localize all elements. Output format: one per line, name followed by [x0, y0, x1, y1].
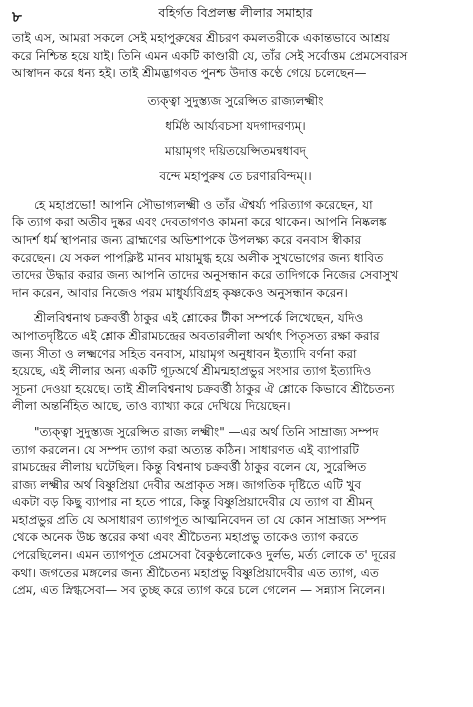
text-line: একটা বড় কিছু ব্যাপার না হতে পারে, কিন্তু বিষ্ণুপ্রিয়াদেবীর যে ত্যাগ বা শ্রীমন্: [12, 495, 373, 510]
text-line: ত্যাগ করলেন। যে সম্পদ ত্যাগ করা অত্যন্ত কঠিন। সাধারণত এই ব্যাপারটি: [12, 442, 359, 457]
page-header: [12, 0, 459, 30]
text-line: কি ত্যাগ করা অতীব দুষ্কর এবং দেবতাগণও কামনা করে থাকেন। আপনি নিষ্কলঙ্ক: [12, 215, 387, 230]
running-title: বহির্গত বিপ্রলম্ভ লীলার সমাহার: [158, 5, 313, 20]
text-line: করেছেন। যে সকল পাপক্লিষ্ট মানব মায়ামুগ্ধ হয়ে অলীক সুখভোগের জন্য ধাবিত: [12, 250, 384, 265]
text-line: হে মহাপ্রভো! আপনি সৌভাগ্যলক্ষ্মী ও তাঁর ঐশ্বর্য্য পরিত্যাগ করেছেন, যা: [34, 197, 373, 212]
text-line: দান করেন, আবার নিজেও পরম মাধুর্য্যবিগ্রহ কৃষ্ণকেও অনুসন্ধান করেন।: [12, 285, 348, 300]
text-line: তাই এস, আমরা সকলে সেই মহাপুরুষের শ্রীচরণ কমলতরীকে একান্তভাবে আশ্রয়: [12, 31, 390, 45]
paragraph-commentary: [12, 310, 459, 416]
text-line: আস্বাদন করে ধন্য হই। তাই শ্রীমদ্ভাগবত পুনশ্চ উদাত্ত কণ্ঠে গেয়ে চলেছেন—: [12, 66, 367, 81]
text-line: আপাতদৃষ্টিতে এই শ্লোক শ্রীরামচন্দ্রের অবতারলীলা অর্থাৎ পিতৃসত্য রক্ষা করার: [12, 328, 380, 343]
text-line: পেরেছিলেন। এমন ত্যাগপূত প্রেমসেবা বৈকুণ্ঠলোকেও দুর্লভ, মর্ত্য লোকে ত' দূরের: [12, 548, 396, 563]
text-line: তাদের উদ্ধার করার জন্য আপনি তাদের অনুসন্ধান করে তাদিগকে নিজের সেবাসুখ: [12, 268, 399, 283]
paragraph-intro: [12, 30, 459, 83]
sanskrit-verse: [12, 89, 459, 189]
verse-line: বন্দে মহাপুরুষ তে চরণারবিন্দম্।।: [159, 168, 312, 183]
verse-line: মায়ামৃগং দয়িতয়েপ্সিতমন্বধাবদ্: [165, 143, 306, 158]
text-line: করে নিশ্চিন্ত হয়ে যাই। তিনি এমন একটি কাণ্ডারী যে, তাঁর সেই সর্বোত্তম প্রেমসেবারস: [12, 48, 408, 63]
text-line: জন্য সীতা ও লক্ষ্মণের সহিত বনবাস, মায়ামৃগ অনুধাবন ইত্যাদি বর্ণনা করা: [12, 346, 357, 361]
verse-line: ধর্মিষ্ঠ আর্য্যবচসা যদগাদরণ্যম্।: [165, 118, 306, 133]
text-line: মহাপ্রভুর প্রতি যে অসাধারণ ত্যাগপূত আত্মনিবেদন তা যে কোন সাম্রাজ্য সম্পদ: [12, 512, 387, 527]
text-line: রামচন্দ্রের লীলায় ঘটেছিল। কিন্তু বিশ্বনাথ চক্রবর্ত্তী ঠাকুর বলেন যে, সুরেপ্সিত: [12, 460, 367, 475]
text-line: প্রেম, এত স্নিগ্ধসেবা— সব তুচ্ছ করে ত্যাগ করে চলে গেলেন — সন্ন্যাস নিলেন।: [12, 583, 386, 598]
text-line: হয়েছে, এই লীলার অন্য একটি গূঢ়অর্থে শ্রীমন্মহাপ্রভুর সংসার ত্যাগ ইত্যাদিও: [12, 364, 372, 379]
text-line: সূচনা দেওয়া হয়েছে। তাই শ্রীলবিশ্বনাথ চক্রবর্ত্তী ঠাকুর ঐ শ্লোকে কিভাবে শ্রীচৈতন্য: [12, 381, 395, 396]
paragraph-explanation: [12, 424, 459, 600]
verse-line: ত্যক্ত্বা সুদুস্ত্যজ সুরেপ্সিত রাজ্যলক্ষ্মীং: [147, 93, 324, 108]
text-line: রাজ্য লক্ষ্মীর অর্থ বিষ্ণুপ্রিয়া দেবীর অপ্রাকৃত সঙ্গ। জাগতিক দৃষ্টিতে এটি খুব: [12, 477, 362, 492]
page-number: ৮: [12, 8, 22, 26]
text-line: থেকে অনেক উচ্চ স্তরের কথা এবং শ্রীচৈতন্য মহাপ্রভু তাকেও ত্যাগ করতে: [12, 530, 359, 545]
paragraph-translation: [12, 197, 459, 303]
text-line: লীলা অন্তর্নিহিত আছে, তাও ব্যাখ্যা করে দেখিয়ে দিয়েছেন।: [12, 399, 291, 414]
text-line: শ্রীলবিশ্বনাথ চক্রবর্ত্তী ঠাকুর এই শ্লোকের টীকা সম্পর্কে লিখেছেন, যদিও: [34, 311, 364, 326]
text-line: আদর্শ ধর্ম স্থাপনার জন্য ব্রাহ্মণের অভিশাপকে উপলক্ষ্য করে বনবাস স্বীকার: [12, 232, 362, 247]
text-line: কথা। জগতের মঙ্গলের জন্য শ্রীচৈতন্য মহাপ্রভু বিষ্ণুপ্রিয়াদেবীর এত ত্যাগ, এত: [12, 565, 379, 580]
text-line: "ত্যক্ত্বা সুদুস্ত্যজ সুরেপ্সিত রাজ্য লক্ষ্মীং" —এর অর্থ তিনি সাম্রাজ্য সম্পদ: [34, 424, 379, 439]
